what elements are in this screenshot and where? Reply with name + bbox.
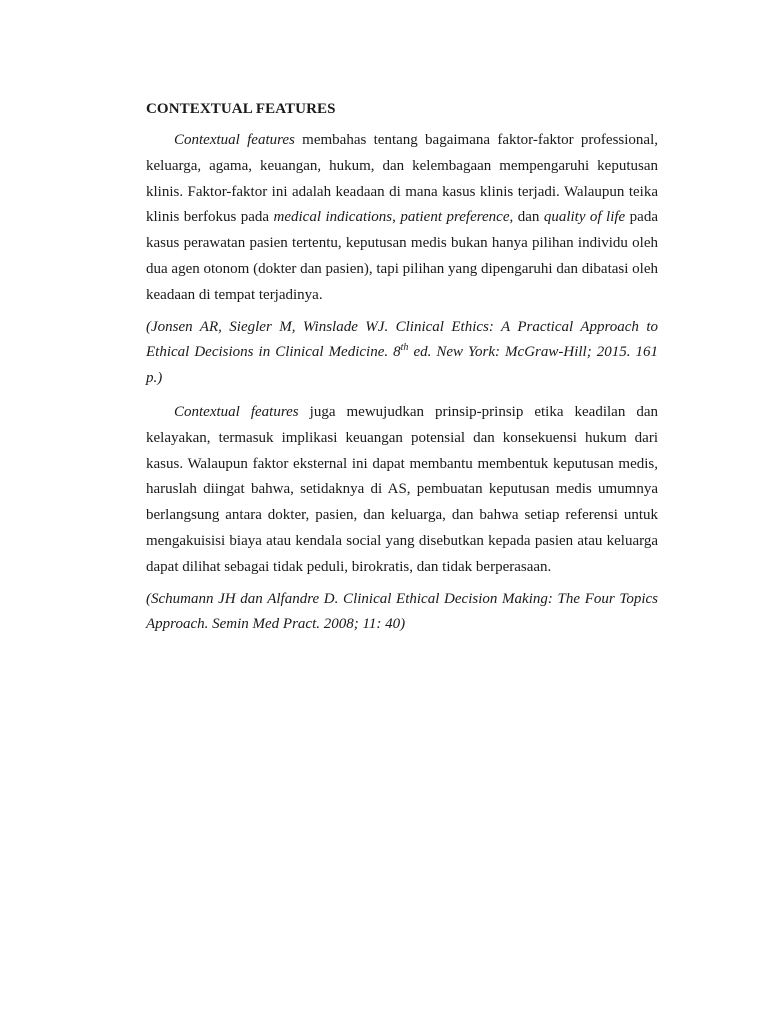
section-heading: CONTEXTUAL FEATURES bbox=[146, 101, 336, 117]
emphasis-term: Contextual features bbox=[174, 132, 295, 148]
citation-text: (Jonsen AR, Siegler M, Winslade WJ. Clinical Ethics: A Practical Approach to Ethical Decisions in Clinical Medicine. 8 bbox=[146, 318, 658, 361]
paragraph-text: pada kasus perawatan pasien tertentu, keputusan medis bukan hanya pilihan individu oleh dua agen otonom (dokter dan pasien), tapi pilihan yang dipengaruhi dan dibatasi oleh keadaan di tempat terjadinya. bbox=[146, 209, 658, 303]
citation-jonsen bbox=[146, 315, 658, 392]
paragraph-text: membahas tentang bagaimana faktor-faktor professional, keluarga, agama, keuangan, hukum, dan kelembagaan mempengaruhi keputusan klinis. Faktor-faktor ini adalah keadaan di mana kasus klinis terjadi. Walaupun teika klinis berfokus pada bbox=[146, 132, 659, 226]
citation-superscript: th bbox=[400, 342, 409, 354]
paragraph-text: , dan bbox=[509, 209, 544, 226]
emphasis-term: quality of life bbox=[543, 209, 626, 226]
paragraph-contextual-features-intro bbox=[146, 128, 658, 309]
citation-text: ed. New York: McGraw-Hill; 2015. 161 p.) bbox=[146, 344, 658, 387]
document-page bbox=[146, 96, 658, 646]
paragraph-text: , bbox=[392, 209, 401, 226]
emphasis-term: Contextual features bbox=[174, 403, 299, 420]
paragraph-contextual-features-principles bbox=[146, 400, 658, 581]
citation-schumann: (Schumann JH dan Alfandre D. Clinical Ethical Decision Making: The Four Topics Approach. Semin Med Pract. 2008; 11: 40) bbox=[146, 590, 658, 633]
emphasis-term: medical indications bbox=[273, 209, 393, 226]
paragraph-text: juga mewujudkan prinsip-prinsip etika keadilan dan kelayakan, termasuk implikasi keuangan potensial dan konsekuensi hukum dari kasus. Walaupun faktor eksternal ini dapat membantu membentuk keputusan medis, haruslah diingat bahwa, setidaknya di AS, pembuatan keputusan medis umumnya berlangsung antara dokter, pasien, dan keluarga, dan bahwa setiap referensi untuk mengakuisisi biaya atau kendala social yang disebutkan kepada pasien atau keluarga dapat dilihat sebagai tidak peduli, birokratis, dan tidak berperasaan. bbox=[146, 403, 658, 575]
emphasis-term: patient preference bbox=[400, 209, 510, 226]
